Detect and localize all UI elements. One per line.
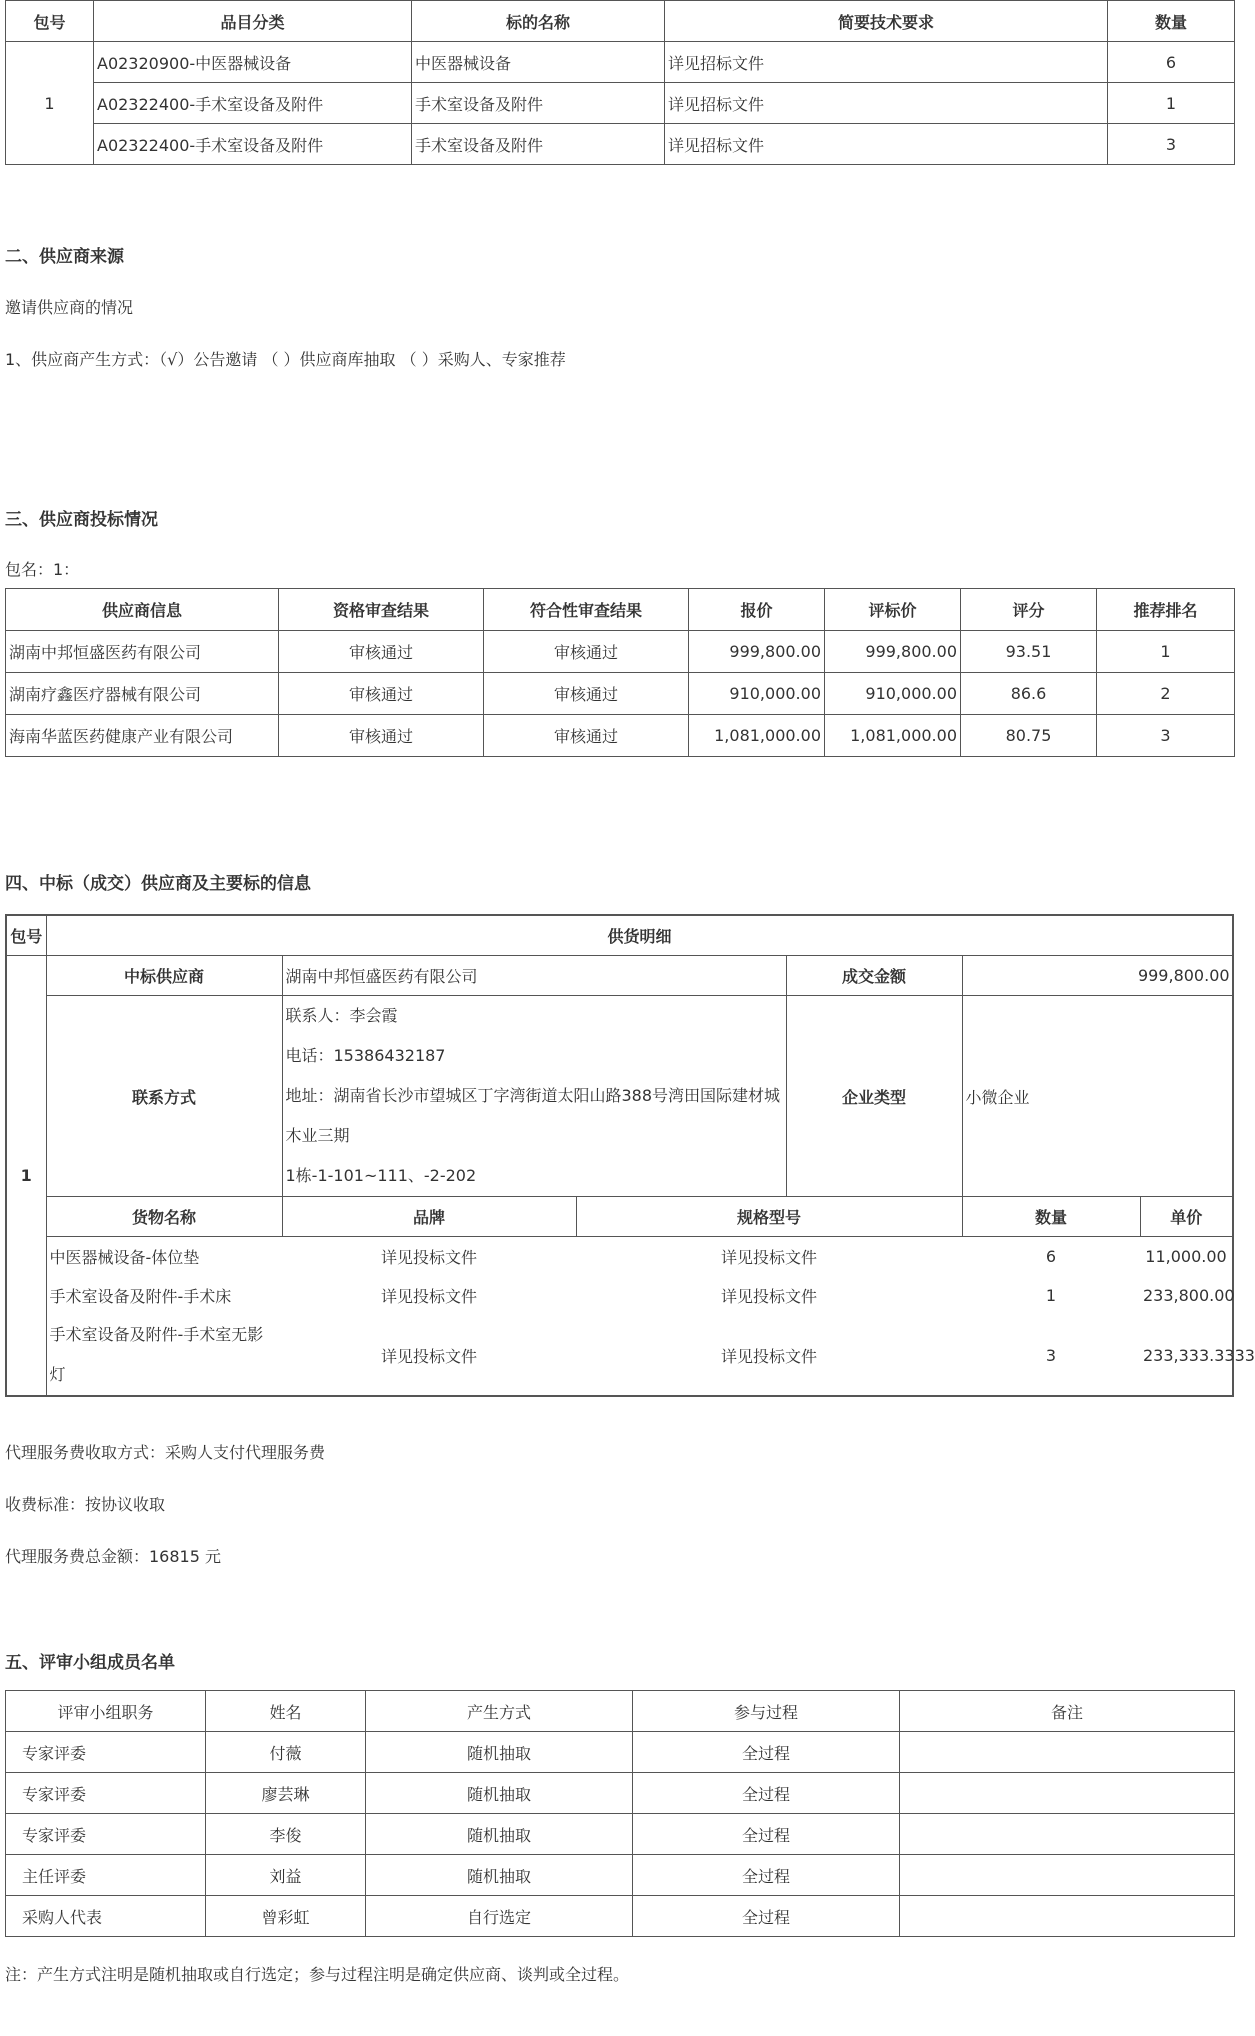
rank-cell: 1 (1097, 631, 1235, 673)
goods-row (6, 1276, 1233, 1315)
process-cell: 全过程 (633, 1773, 900, 1814)
table-row (6, 42, 1235, 83)
name-cell: 李俊 (206, 1814, 366, 1855)
committee-note: 注：产生方式注明是随机抽取或自行选定；参与过程注明是确定供应商、谈判或全过程。 (5, 1965, 630, 1984)
process-cell: 全过程 (633, 1732, 900, 1773)
invite-info-text: 邀请供应商的情况 (5, 298, 134, 317)
selection-cell: 随机抽取 (366, 1773, 633, 1814)
category-cell: A02320900-中医器械设备 (94, 42, 412, 83)
supplier-cell: 海南华蓝医药健康产业有限公司 (6, 715, 279, 757)
table-row (6, 1896, 1235, 1937)
note-cell (900, 1896, 1235, 1937)
selection-cell: 随机抽取 (366, 1855, 633, 1896)
process-cell: 全过程 (633, 1814, 900, 1855)
header-supplier: 供应商信息 (6, 589, 279, 631)
amount-value: 999,800.00 (962, 956, 1233, 996)
role-cell: 专家评委 (6, 1732, 206, 1773)
contact-phone: 电话：15386432187 (285, 1046, 446, 1065)
header-item-name: 标的名称 (412, 1, 665, 42)
eval-price-cell: 999,800.00 (825, 631, 961, 673)
goods-brand: 详见投标文件 (380, 1346, 477, 1366)
fee-method-text: 代理服务费收取方式：采购人支付代理服务费 (5, 1443, 326, 1462)
selection-cell: 随机抽取 (366, 1814, 633, 1855)
category-cell: A02322400-手术室设备及附件 (94, 124, 412, 165)
score-cell: 86.6 (961, 673, 1097, 715)
conformity-cell: 审核通过 (484, 631, 689, 673)
role-cell: 专家评委 (6, 1773, 206, 1814)
note-cell (900, 1814, 1235, 1855)
qualification-cell: 审核通过 (279, 715, 484, 757)
goods-quantity: 1 (1045, 1286, 1057, 1305)
goods-quantity: 6 (1045, 1247, 1057, 1266)
supplier-method-text: 1、供应商产生方式：（√）公告邀请 （ ）供应商库抽取 （ ）采购人、专家推荐 (5, 350, 566, 369)
price-cell: 910,000.00 (689, 673, 825, 715)
contact-address-line1: 地址：湖南省长沙市望城区丁字湾街道太阳山路388号湾田国际建材城木业三期 (285, 1086, 781, 1145)
name-cell: 曾彩虹 (206, 1896, 366, 1937)
eval-price-cell: 1,081,000.00 (825, 715, 961, 757)
qualification-cell: 审核通过 (279, 631, 484, 673)
table-header-row (6, 589, 1235, 631)
header-score: 评分 (961, 589, 1097, 631)
goods-name: 手术室设备及附件-手术室无影灯 (49, 1325, 264, 1384)
fee-standard-text: 收费标准：按协议收取 (5, 1495, 166, 1514)
conformity-cell: 审核通过 (484, 715, 689, 757)
fee-total-text: 代理服务费总金额：16815 元 (5, 1547, 221, 1566)
goods-brand: 详见投标文件 (380, 1287, 477, 1306)
goods-row (6, 1315, 1233, 1396)
table-row (6, 1814, 1235, 1855)
committee-table (5, 1690, 1235, 1937)
goods-unit-price: 11,000.00 (1145, 1247, 1227, 1266)
header-price: 报价 (689, 589, 825, 631)
table-row (6, 631, 1235, 673)
role-cell: 主任评委 (6, 1855, 206, 1896)
goods-model: 详见投标文件 (720, 1248, 817, 1267)
header-model: 规格型号 (576, 1197, 962, 1237)
bidding-table (5, 588, 1235, 757)
name-cell: 刘益 (206, 1855, 366, 1896)
contact-person: 联系人：李会霞 (285, 1006, 398, 1025)
header-goods-name: 货物名称 (46, 1197, 282, 1237)
header-package: 包号 (6, 915, 46, 956)
requirements-cell: 详见招标文件 (665, 124, 1108, 165)
winner-row (6, 956, 1233, 996)
amount-label: 成交金额 (786, 956, 962, 996)
table-header-row (6, 915, 1233, 956)
process-cell: 全过程 (633, 1855, 900, 1896)
header-conformity: 符合性审查结果 (484, 589, 689, 631)
company-type-value: 小微企业 (962, 996, 1233, 1197)
requirements-cell: 详见招标文件 (665, 83, 1108, 124)
header-rank: 推荐排名 (1097, 589, 1235, 631)
item-name-cell: 手术室设备及附件 (412, 124, 665, 165)
category-cell: A02322400-手术室设备及附件 (94, 83, 412, 124)
goods-model: 详见投标文件 (720, 1346, 817, 1366)
header-selection: 产生方式 (366, 1691, 633, 1732)
quantity-cell: 1 (1108, 83, 1235, 124)
goods-name: 中医器械设备-体位垫 (49, 1248, 200, 1267)
header-role: 评审小组职务 (6, 1691, 206, 1732)
header-name: 姓名 (206, 1691, 366, 1732)
table-header-row (6, 1691, 1235, 1732)
header-quantity: 数量 (962, 1197, 1140, 1237)
header-unit-price: 单价 (1140, 1197, 1233, 1237)
contact-label: 联系方式 (46, 996, 282, 1197)
header-requirements: 简要技术要求 (665, 1, 1108, 42)
rank-cell: 3 (1097, 715, 1235, 757)
header-eval-price: 评标价 (825, 589, 961, 631)
header-note: 备注 (900, 1691, 1235, 1732)
section-title-committee: 五、评审小组成员名单 (5, 1653, 175, 1673)
price-cell: 999,800.00 (689, 631, 825, 673)
winner-label: 中标供应商 (46, 956, 282, 996)
item-name-cell: 手术室设备及附件 (412, 83, 665, 124)
goods-header-row (6, 1197, 1233, 1237)
conformity-cell: 审核通过 (484, 673, 689, 715)
winner-table (5, 914, 1255, 1397)
supplier-cell: 湖南中邦恒盛医药有限公司 (6, 631, 279, 673)
header-process: 参与过程 (633, 1691, 900, 1732)
item-table (5, 0, 1235, 165)
goods-name: 手术室设备及附件-手术床 (49, 1287, 232, 1306)
goods-quantity: 3 (1045, 1345, 1057, 1365)
goods-brand: 详见投标文件 (380, 1248, 477, 1267)
table-row (6, 124, 1235, 165)
header-category: 品目分类 (94, 1, 412, 42)
header-quantity: 数量 (1108, 1, 1235, 42)
section-title-bidding: 三、供应商投标情况 (5, 510, 158, 530)
section-title-winner: 四、中标（成交）供应商及主要标的信息 (5, 874, 311, 894)
quantity-cell: 3 (1108, 124, 1235, 165)
selection-cell: 自行选定 (366, 1896, 633, 1937)
eval-price-cell: 910,000.00 (825, 673, 961, 715)
contact-row (6, 996, 1233, 1197)
table-header-row (6, 1, 1235, 42)
name-cell: 付薇 (206, 1732, 366, 1773)
contact-address-line2: 1栋-1-101~111、-2-202 (285, 1166, 477, 1185)
selection-cell: 随机抽取 (366, 1732, 633, 1773)
table-row (6, 1855, 1235, 1896)
goods-model: 详见投标文件 (720, 1287, 817, 1306)
qualification-cell: 审核通过 (279, 673, 484, 715)
note-cell (900, 1732, 1235, 1773)
goods-row (6, 1237, 1233, 1277)
role-cell: 采购人代表 (6, 1896, 206, 1937)
contact-info (282, 996, 786, 1197)
score-cell: 93.51 (961, 631, 1097, 673)
item-name-cell: 中医器械设备 (412, 42, 665, 83)
header-package: 包号 (6, 1, 94, 42)
table-row (6, 83, 1235, 124)
score-cell: 80.75 (961, 715, 1097, 757)
rank-cell: 2 (1097, 673, 1235, 715)
company-type-label: 企业类型 (786, 996, 962, 1197)
role-cell: 专家评委 (6, 1814, 206, 1855)
table-row (6, 673, 1235, 715)
header-supply-detail: 供货明细 (46, 915, 1233, 956)
requirements-cell: 详见招标文件 (665, 42, 1108, 83)
package-name-text: 包名：1： (5, 560, 80, 579)
name-cell: 廖芸琳 (206, 1773, 366, 1814)
header-brand: 品牌 (282, 1197, 576, 1237)
table-row (6, 1732, 1235, 1773)
note-cell (900, 1855, 1235, 1896)
goods-unit-price: 233,333.3333 (1143, 1345, 1255, 1365)
goods-unit-price: 233,800.00 (1143, 1286, 1235, 1305)
section-title-supplier-source: 二、供应商来源 (5, 247, 124, 267)
package-number: 1 (6, 42, 94, 165)
process-cell: 全过程 (633, 1896, 900, 1937)
price-cell: 1,081,000.00 (689, 715, 825, 757)
table-row (6, 1773, 1235, 1814)
header-qualification: 资格审查结果 (279, 589, 484, 631)
table-row (6, 715, 1235, 757)
winner-name: 湖南中邦恒盛医药有限公司 (282, 956, 786, 996)
note-cell (900, 1773, 1235, 1814)
supplier-cell: 湖南疗鑫医疗器械有限公司 (6, 673, 279, 715)
package-number: 1 (6, 956, 46, 1397)
quantity-cell: 6 (1108, 42, 1235, 83)
